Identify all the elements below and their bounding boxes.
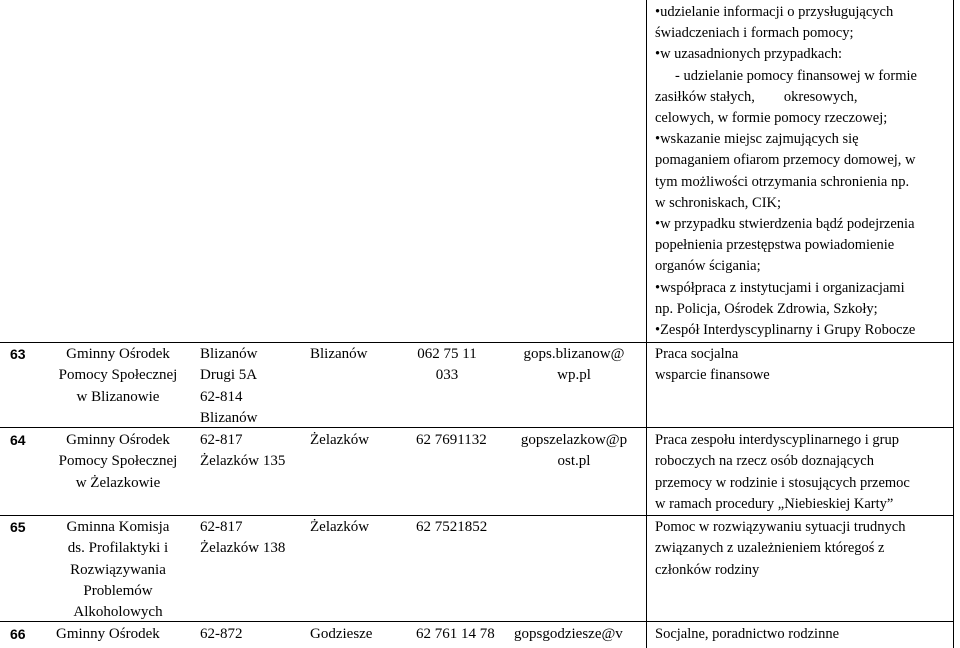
- list-item: w schroniskach, CIK;: [655, 194, 782, 211]
- row-number: 65: [10, 519, 26, 535]
- services: Praca socjalna wsparcie finansowe: [655, 346, 770, 384]
- list-item: np. Policja, Ośrodek Zdrowia, Szkoły;: [655, 300, 878, 317]
- phone: 62 7521852: [416, 519, 488, 535]
- institution-name: Gminny Ośrodek Pomocy Społecznej w Żelazkowie: [58, 432, 178, 491]
- list-item: tym możliwości otrzymania schronienia np.: [655, 173, 910, 190]
- phone: 062 75 11 033: [417, 346, 477, 384]
- email-link[interactable]: gops.blizanow@ wp.pl: [523, 346, 625, 384]
- row-number: 63: [10, 346, 26, 362]
- institution-name: Gminny Ośrodek: [56, 626, 160, 642]
- list-item: świadczeniach i formach pomocy;: [655, 25, 854, 42]
- phone: 62 7691132: [416, 432, 487, 448]
- list-item: organów ścigania;: [655, 258, 761, 275]
- services: Pomoc w rozwiązywaniu sytuacji trudnych związanych z uzależnieniem któregoś z członków rodziny: [655, 519, 906, 578]
- address: 62-817 Żelazków 138: [200, 519, 286, 557]
- list-item: •Zespół Interdyscyplinarny i Grupy Robocze: [655, 322, 916, 339]
- address: Blizanów Drugi 5A 62-814 Blizanów: [200, 346, 258, 426]
- top-services-list: [655, 2, 917, 341]
- list-item: •w przypadku stwierdzenia bądź podejrzenia: [655, 216, 915, 233]
- list-item: popełnienia przestępstwa powiadomienie: [655, 237, 895, 254]
- email-link[interactable]: gopszelazkow@p ost.pl: [520, 432, 628, 470]
- services: Praca zespołu interdyscyplinarnego i grup roboczych na rzecz osób doznających przemocy w rodzinie i stosujących przemoc w ramach procedury „Niebieskiej Karty”: [655, 432, 910, 512]
- list-item: •w uzasadnionych przypadkach:: [655, 46, 843, 63]
- phone: 62 761 14 78: [416, 626, 495, 642]
- town: Żelazków: [310, 519, 370, 535]
- institution-name: Gminna Komisja ds. Profilaktyki i Rozwiązywania Problemów Alkoholowych: [66, 519, 170, 621]
- col-divider-services: [646, 0, 647, 648]
- list-item: - udzielanie pomocy finansowej w formie: [675, 67, 917, 84]
- email-link[interactable]: gopsgodziesze@v: [514, 626, 623, 642]
- row-divider-top: [0, 342, 954, 343]
- row-divider-63: [0, 427, 954, 428]
- town: Blizanów: [310, 346, 368, 362]
- address: 62-817 Żelazków 135: [200, 432, 286, 470]
- town: Żelazków: [310, 432, 370, 448]
- services: Socjalne, poradnictwo rodzinne: [655, 626, 840, 642]
- row-number: 64: [10, 432, 26, 448]
- institution-name: Gminny Ośrodek Pomocy Społecznej w Blizanowie: [58, 346, 178, 405]
- address: 62-872: [200, 626, 243, 642]
- list-item: •współpraca z instytucjami i organizacjami: [655, 279, 905, 296]
- list-item: zasiłków stałych, okresowych,: [655, 88, 858, 105]
- list-item: celowych, w formie pomocy rzeczowej;: [655, 110, 888, 127]
- row-number: 66: [10, 626, 26, 642]
- list-item: •udzielanie informacji o przysługujących: [655, 4, 894, 20]
- list-item: •wskazanie miejsc zajmujących się: [655, 131, 859, 148]
- table-right-border: [953, 0, 954, 648]
- town: Godziesze: [310, 626, 373, 642]
- list-item: pomaganiem ofiarom przemocy domowej, w: [655, 152, 916, 169]
